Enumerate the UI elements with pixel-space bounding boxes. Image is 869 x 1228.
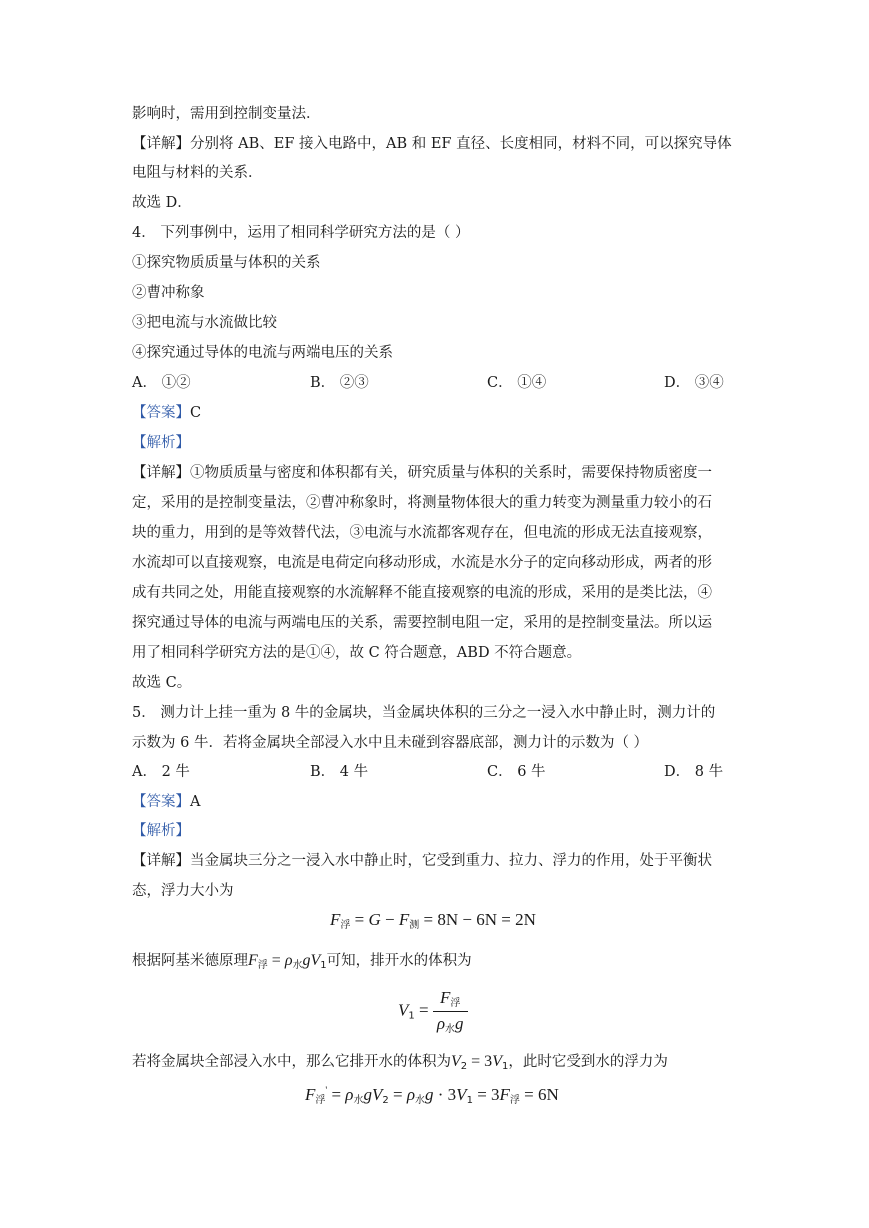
q4-option-d: D． ③④ xyxy=(664,375,724,391)
q4-detail-line-5: 成有共同之处，用能直接观察的水流解释不能直接观察的电流的形成，采用的是类比法，④ xyxy=(132,585,712,601)
subscript-shui: 水 xyxy=(353,1095,364,1106)
q5-option-b: B． 4 牛 xyxy=(310,764,369,780)
archimedes-text-pre: 根据阿基米德原理 xyxy=(132,953,248,969)
q4-detail-text-1: ①物质质量与密度和体积都有关，研究质量与体积的关系时，需要保持物质密度一 xyxy=(190,465,712,481)
q4-option-a: A． ①② xyxy=(132,375,191,391)
intro-line-4: 故选 D． xyxy=(132,195,192,211)
subscript-fu: 浮 xyxy=(257,960,268,971)
q4-analysis-tag: 【解析】 xyxy=(132,435,190,451)
q4-detail-line-2: 定，采用的是控制变量法，②曹冲称象时，将测量物体很大的重力转变为测量重力较小的石 xyxy=(132,495,712,511)
intro-detail-line xyxy=(132,134,732,154)
q5-analysis-tag: 【解析】 xyxy=(132,823,190,839)
q4-detail-line-6: 探究通过导体的电流与两端电压的关系，需要控制电阻一定，采用的是控制变量法。所以运 xyxy=(132,615,712,631)
q4-conclusion: 故选 C。 xyxy=(132,675,192,691)
subscript-shui: 水 xyxy=(292,960,303,971)
q4-detail-line-3: 块的重力，用到的是等效替代法，③电流与水流都客观存在，但电流的形成无法直接观察， xyxy=(132,525,712,541)
equation-full-buoyancy: $F_浮' = \rho_水gV_2 = \rho_水g \cdot 3V_1 = 3F_浮 = 6N$ xyxy=(305,1085,559,1106)
archimedes-text-post: 可知，排开水的体积为 xyxy=(326,953,472,969)
intro-line-3: 电阻与材料的关系． xyxy=(132,165,263,181)
subscript-fu: 浮 xyxy=(340,920,351,931)
q5-option-a: A． 2 牛 xyxy=(132,764,190,780)
equation-buoyancy: $F_浮 = G - F_测 = 8N - 6N = 2N$ xyxy=(330,910,536,931)
formula-volume-ratio: $V_2 = 3V_1$ xyxy=(451,1053,509,1072)
immersion-text-post: ，此时它受到水的浮力为 xyxy=(508,1054,668,1070)
intro-line-1: 影响时，需用到控制变量法． xyxy=(132,106,321,122)
subscript-fu: 浮 xyxy=(509,1095,520,1106)
answer-tag: 【答案】 xyxy=(132,794,190,810)
q5-detail-line-1 xyxy=(132,851,712,871)
q4-item-4: ④探究通过导体的电流与两端电压的关系 xyxy=(132,345,393,361)
formula-archimedes: $F_浮 = \rho_水gV_1$ xyxy=(248,952,327,971)
q4-item-3: ③把电流与水流做比较 xyxy=(132,315,277,331)
fraction: $\frac{F_浮}{\rho_水g}$ xyxy=(433,988,468,1035)
q4-item-1: ①探究物质质量与体积的关系 xyxy=(132,255,321,271)
detail-tag: 【详解】 xyxy=(132,136,190,152)
q5-detail-text-1: 当金属块三分之一浸入水中静止时，它受到重力、拉力、浮力的作用，处于平衡状 xyxy=(190,853,712,869)
q4-answer xyxy=(132,403,201,423)
q5-full-immersion-line xyxy=(132,1052,668,1077)
q5-answer-value: A xyxy=(190,794,201,810)
q5-option-c: C． 6 牛 xyxy=(487,764,546,780)
intro-line-2: 分别将 AB、EF 接入电路中，AB 和 EF 直径、长度相同，材料不同，可以探究导体 xyxy=(190,136,732,152)
q5-stem-1: 5． 测力计上挂一重为 8 牛的金属块，当金属块体积的三分之一浸入水中静止时，测力计的 xyxy=(132,705,716,721)
q5-archimedes-line xyxy=(132,951,472,976)
q4-stem: 4． 下列事例中，运用了相同科学研究方法的是（ ） xyxy=(132,225,470,241)
q4-option-b: B． ②③ xyxy=(310,375,369,391)
q5-stem-2: 示数为 6 牛．若将金属块全部浸入水中且未碰到容器底部，测力计的示数为（ ） xyxy=(132,735,649,751)
subscript-fu: 浮 xyxy=(315,1095,326,1106)
subscript-shui: 水 xyxy=(445,1024,456,1035)
subscript-shui: 水 xyxy=(415,1095,425,1106)
q4-item-2: ②曹冲称象 xyxy=(132,285,205,301)
q5-answer xyxy=(132,792,200,812)
answer-tag: 【答案】 xyxy=(132,405,190,421)
equation-volume: $V_1$ = $\frac{F_浮}{\rho_水g}$ xyxy=(398,988,468,1035)
q5-detail-line-2: 态，浮力大小为 xyxy=(132,883,234,899)
q4-detail-line-4: 水流却可以直接观察，电流是电荷定向移动形成，水流是水分子的定向移动形成，两者的形 xyxy=(132,555,712,571)
detail-tag: 【详解】 xyxy=(132,465,190,481)
detail-tag: 【详解】 xyxy=(132,853,190,869)
immersion-text-pre: 若将金属块全部浸入水中，那么它排开水的体积为 xyxy=(132,1054,451,1070)
subscript-fu: 浮 xyxy=(450,998,461,1009)
q4-detail-line-7: 用了相同科学研究方法的是①④，故 C 符合题意，ABD 不符合题意。 xyxy=(132,645,582,661)
q4-option-c: C． ①④ xyxy=(487,375,547,391)
q5-option-d: D． 8 牛 xyxy=(664,764,724,780)
subscript-ce: 测 xyxy=(409,920,420,931)
q4-detail-line-1 xyxy=(132,463,712,483)
q4-answer-value: C xyxy=(190,405,202,421)
